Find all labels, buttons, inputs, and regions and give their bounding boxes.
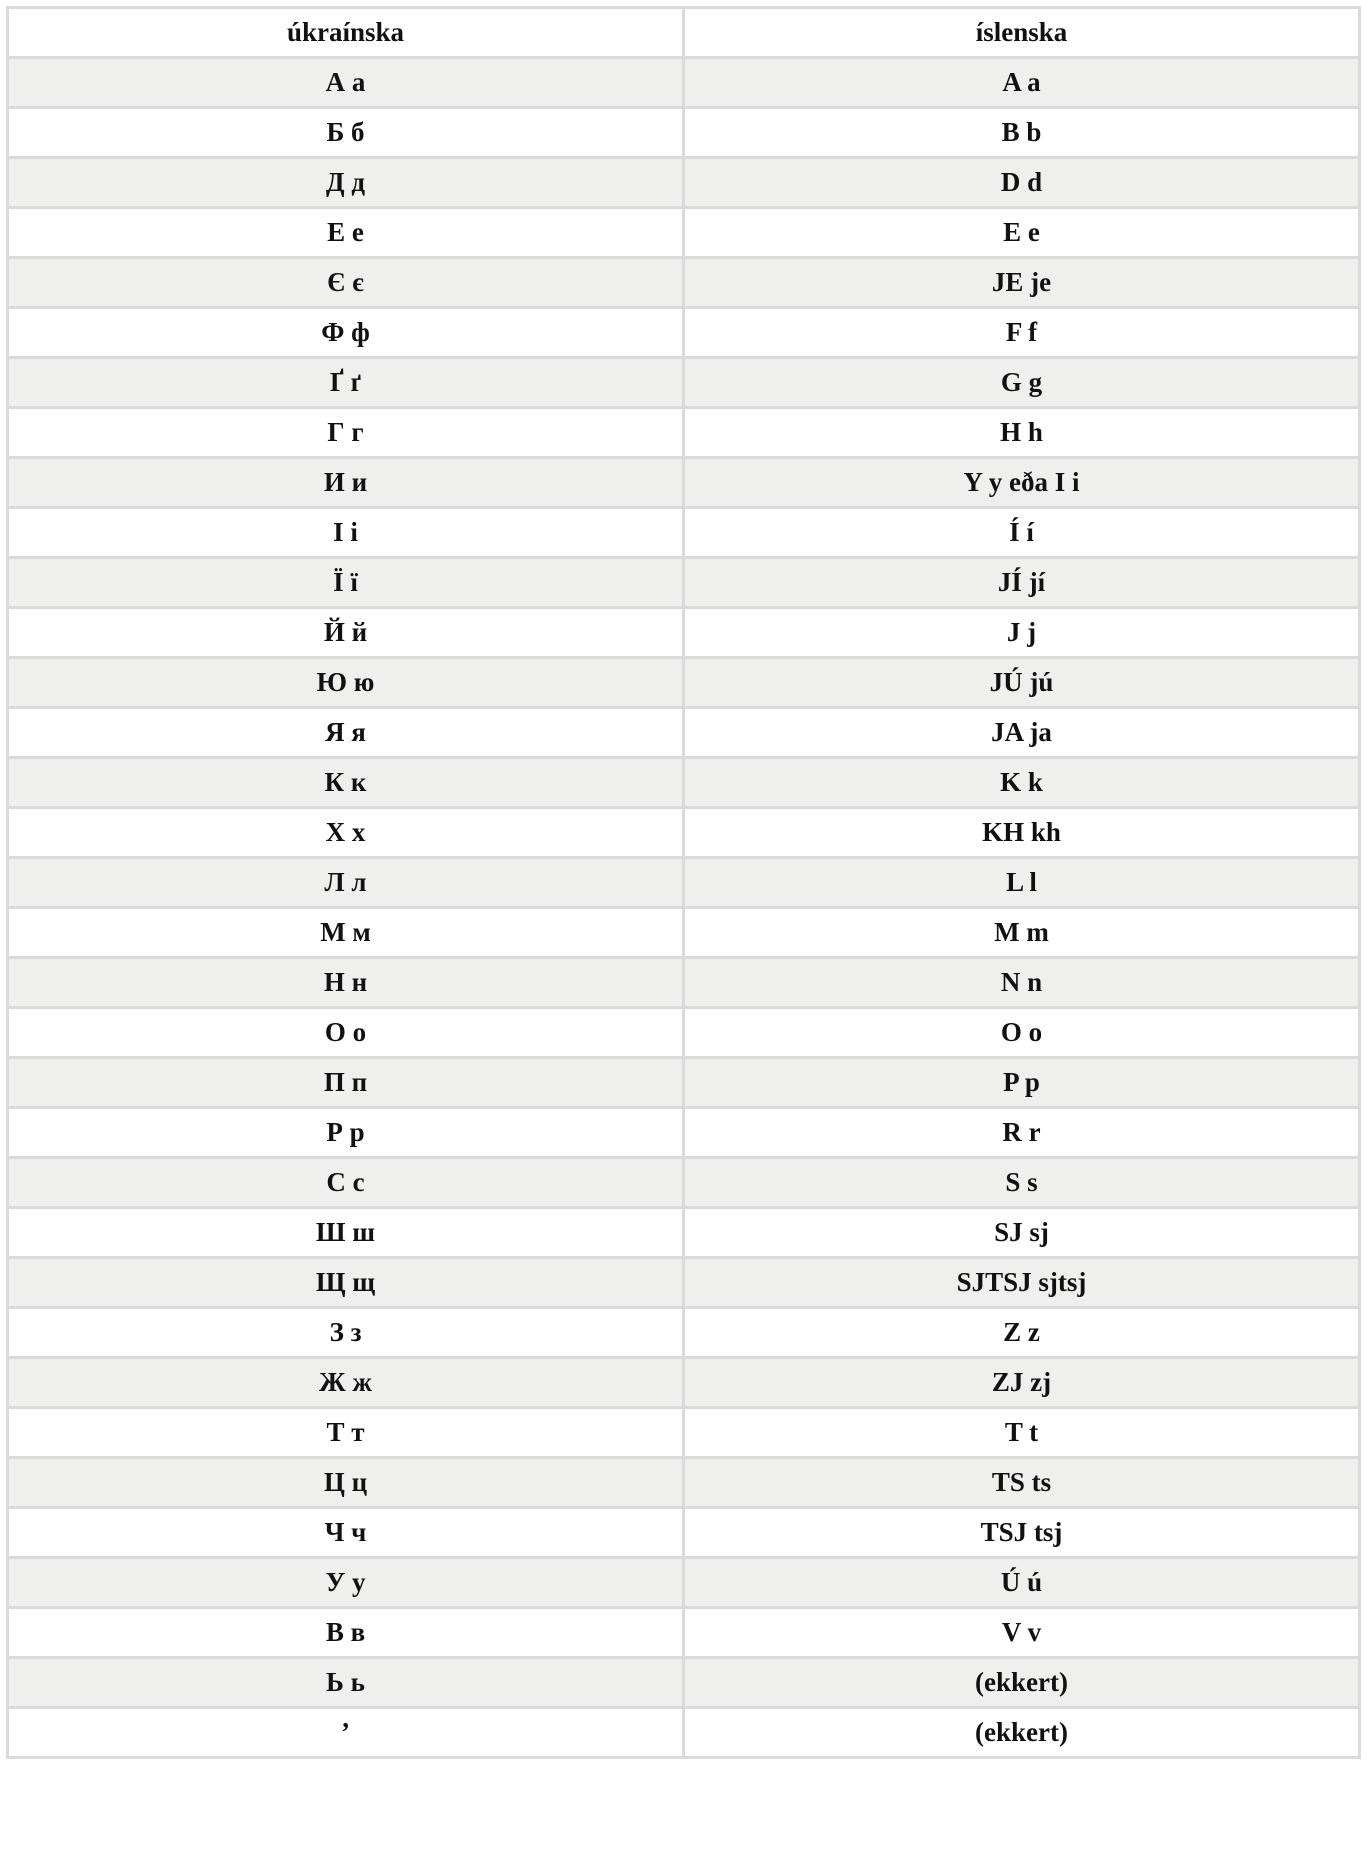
cell-icelandic: G g: [684, 358, 1360, 408]
cell-ukrainian: Ґ ґ: [8, 358, 684, 408]
table-row: [8, 108, 1360, 158]
cell-icelandic: K k: [684, 758, 1360, 808]
cell-ukrainian: У у: [8, 1558, 684, 1608]
cell-ukrainian: Г г: [8, 408, 684, 458]
cell-icelandic: Ú ú: [684, 1558, 1360, 1608]
table-row: [8, 958, 1360, 1008]
cell-ukrainian: Н н: [8, 958, 684, 1008]
cell-ukrainian: О о: [8, 1008, 684, 1058]
cell-icelandic: H h: [684, 408, 1360, 458]
cell-icelandic: KH kh: [684, 808, 1360, 858]
table-row: [8, 1308, 1360, 1358]
table-row: [8, 1208, 1360, 1258]
table-row: [8, 1358, 1360, 1408]
cell-icelandic: P p: [684, 1058, 1360, 1108]
cell-icelandic: F f: [684, 308, 1360, 358]
cell-icelandic: B b: [684, 108, 1360, 158]
cell-ukrainian: Д д: [8, 158, 684, 208]
cell-ukrainian: Й й: [8, 608, 684, 658]
cell-icelandic: Í í: [684, 508, 1360, 558]
table-row: [8, 208, 1360, 258]
cell-icelandic: E e: [684, 208, 1360, 258]
cell-ukrainian: Б б: [8, 108, 684, 158]
cell-icelandic: D d: [684, 158, 1360, 208]
cell-ukrainian: М м: [8, 908, 684, 958]
cell-ukrainian: Л л: [8, 858, 684, 908]
table-row: [8, 1158, 1360, 1208]
cell-ukrainian: И и: [8, 458, 684, 508]
table-row: [8, 608, 1360, 658]
table-row: [8, 708, 1360, 758]
cell-ukrainian: Е е: [8, 208, 684, 258]
cell-icelandic: JÚ jú: [684, 658, 1360, 708]
cell-icelandic: V v: [684, 1608, 1360, 1658]
table-row: [8, 1608, 1360, 1658]
cell-ukrainian: Ц ц: [8, 1458, 684, 1508]
table-row: [8, 358, 1360, 408]
table-row: [8, 658, 1360, 708]
cell-ukrainian: І і: [8, 508, 684, 558]
cell-ukrainian: Ь ь: [8, 1658, 684, 1708]
cell-icelandic: ZJ zj: [684, 1358, 1360, 1408]
table-row: [8, 1458, 1360, 1508]
cell-ukrainian: Щ щ: [8, 1258, 684, 1308]
table-row: [8, 58, 1360, 108]
cell-icelandic: JA ja: [684, 708, 1360, 758]
cell-ukrainian: Р р: [8, 1108, 684, 1158]
table-row: [8, 758, 1360, 808]
cell-ukrainian: З з: [8, 1308, 684, 1358]
transliteration-table: [6, 6, 1361, 1759]
table-row: [8, 1408, 1360, 1458]
cell-ukrainian: Х х: [8, 808, 684, 858]
cell-ukrainian: Ю ю: [8, 658, 684, 708]
table-row: [8, 258, 1360, 308]
cell-ukrainian: Я я: [8, 708, 684, 758]
cell-icelandic: N n: [684, 958, 1360, 1008]
table-row: [8, 458, 1360, 508]
header-ukrainian: úkraínska: [8, 8, 684, 58]
table-row: [8, 1008, 1360, 1058]
cell-icelandic: TS ts: [684, 1458, 1360, 1508]
cell-icelandic: T t: [684, 1408, 1360, 1458]
cell-ukrainian: ’: [8, 1708, 684, 1758]
table-row: [8, 1658, 1360, 1708]
cell-ukrainian: С с: [8, 1158, 684, 1208]
cell-icelandic: JE je: [684, 258, 1360, 308]
table-row: [8, 1258, 1360, 1308]
cell-ukrainian: П п: [8, 1058, 684, 1108]
cell-ukrainian: Ш ш: [8, 1208, 684, 1258]
table-row: [8, 1708, 1360, 1758]
cell-icelandic: (ekkert): [684, 1658, 1360, 1708]
cell-icelandic: SJTSJ sjtsj: [684, 1258, 1360, 1308]
cell-ukrainian: Т т: [8, 1408, 684, 1458]
cell-icelandic: S s: [684, 1158, 1360, 1208]
cell-icelandic: L l: [684, 858, 1360, 908]
cell-icelandic: A a: [684, 58, 1360, 108]
table-row: [8, 1058, 1360, 1108]
table-body: [8, 58, 1360, 1758]
header-icelandic: íslenska: [684, 8, 1360, 58]
cell-icelandic: R r: [684, 1108, 1360, 1158]
cell-ukrainian: В в: [8, 1608, 684, 1658]
table-row: [8, 558, 1360, 608]
table-row: [8, 1108, 1360, 1158]
table-row: [8, 858, 1360, 908]
cell-icelandic: SJ sj: [684, 1208, 1360, 1258]
table-row: [8, 508, 1360, 558]
cell-icelandic: J j: [684, 608, 1360, 658]
table-row: [8, 1508, 1360, 1558]
cell-ukrainian: Ч ч: [8, 1508, 684, 1558]
table-row: [8, 1558, 1360, 1608]
cell-icelandic: (ekkert): [684, 1708, 1360, 1758]
cell-icelandic: Y y eða I i: [684, 458, 1360, 508]
cell-icelandic: O o: [684, 1008, 1360, 1058]
cell-ukrainian: Ф ф: [8, 308, 684, 358]
cell-ukrainian: Ї ї: [8, 558, 684, 608]
header-row: [8, 8, 1360, 58]
cell-icelandic: Z z: [684, 1308, 1360, 1358]
transliteration-table-container: [6, 6, 1361, 1759]
cell-icelandic: M m: [684, 908, 1360, 958]
cell-ukrainian: А а: [8, 58, 684, 108]
table-row: [8, 808, 1360, 858]
table-row: [8, 908, 1360, 958]
table-row: [8, 158, 1360, 208]
cell-ukrainian: Є є: [8, 258, 684, 308]
cell-ukrainian: К к: [8, 758, 684, 808]
table-row: [8, 408, 1360, 458]
cell-icelandic: JÍ jí: [684, 558, 1360, 608]
cell-icelandic: TSJ tsj: [684, 1508, 1360, 1558]
table-row: [8, 308, 1360, 358]
cell-ukrainian: Ж ж: [8, 1358, 684, 1408]
